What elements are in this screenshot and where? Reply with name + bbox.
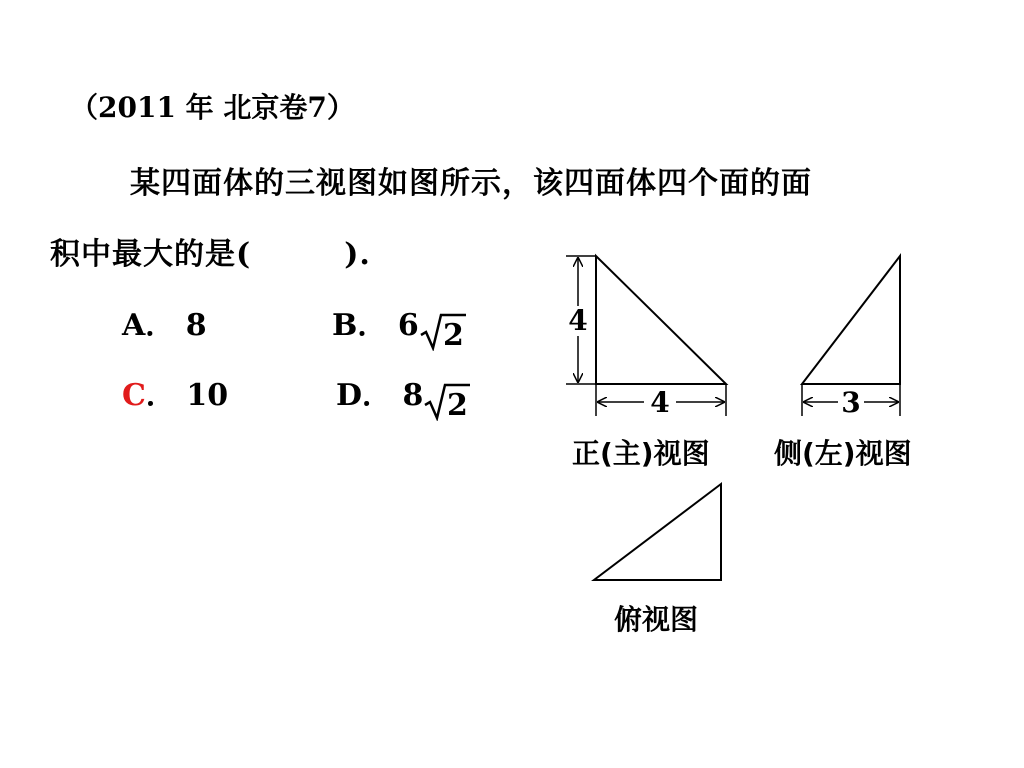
option-a-value: 8 (185, 308, 207, 343)
option-b-letter: B (332, 308, 358, 343)
side-view-caption: 侧(左)视图 (774, 437, 912, 470)
option-c-sep: ． (145, 378, 176, 413)
option-b-sep: ． (357, 308, 388, 343)
question-line-1: 某四面体的三视图如图所示，该四面体四个面的面 (130, 166, 812, 201)
front-width-label: 4 (650, 386, 670, 419)
option-b-value: 6 (397, 308, 419, 343)
front-height-label: 4 (568, 304, 588, 337)
option-c-value: 10 (186, 378, 229, 413)
option-a-letter: A (122, 308, 146, 343)
question-line-2: 积中最大的是( ). (50, 237, 371, 272)
front-height-dimension (566, 256, 596, 384)
option-b-radicand: 2 (442, 318, 464, 351)
option-d-letter: D (336, 378, 363, 413)
front-view-caption: 正(主)视图 (572, 437, 710, 470)
front-width-dimension (596, 384, 726, 419)
option-d-sep: ． (362, 378, 393, 413)
problem-source: （2011 年 北京卷7） (70, 91, 355, 124)
side-view (802, 256, 900, 419)
option-c-letter: C (122, 378, 146, 413)
front-view (566, 256, 726, 419)
top-view (594, 484, 721, 580)
top-view-caption: 俯视图 (614, 603, 699, 636)
option-a-sep: ． (145, 308, 176, 343)
option-d-value: 8 (402, 378, 424, 413)
side-width-label: 3 (841, 386, 861, 419)
side-width-dimension (802, 384, 900, 419)
option-d-radicand: 2 (447, 388, 469, 421)
